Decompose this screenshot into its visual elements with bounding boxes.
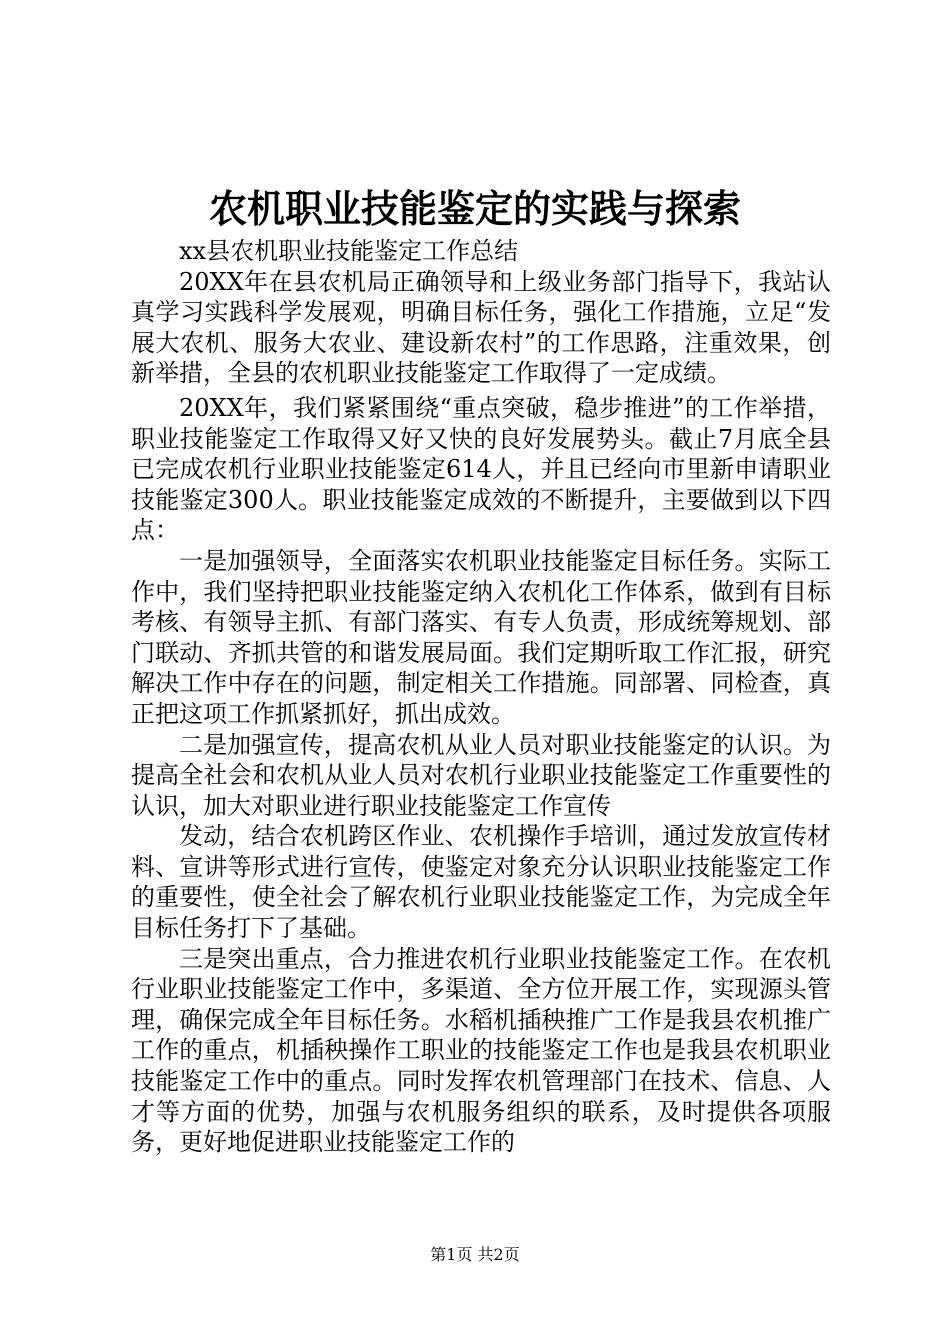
page-footer: 第1页 共2页 (430, 1245, 520, 1264)
body-paragraph-6: 三是突出重点，合力推进农机行业职业技能鉴定工作。在农机行业职业技能鉴定工作中，多渠道、全方位开展工作，实现源头管理，确保完成全年目标任务。水稻机插秧推广工作是我县农机推广工作的重点，机插秧操作工职业的技能鉴定工作也是我县农机职业技能鉴定工作中的重点。同时发挥农机管理部门在技术、信息、人才等方面的优势，加强与农机服务组织的联系，及时提供各项服务，更好地促进职业技能鉴定工作的 (131, 944, 831, 1157)
document-title: 农机职业技能鉴定的实践与探索 (208, 186, 741, 231)
body-paragraph-3: 一是加强领导，全面落实农机职业技能鉴定目标任务。实际工作中，我们坚持把职业技能鉴定纳入农机化工作体系，做到有目标考核、有领导主抓、有部门落实、有专人负责，形成统筹规划、部门联动、齐抓共管的和谐发展局面。我们定期听取工作汇报，研究解决工作中存在的问题，制定相关工作措施。同部署、同检查，真正把这项工作抓紧抓好，抓出成效。 (131, 546, 831, 728)
document-body (131, 236, 831, 1158)
body-paragraph-5: 发动，结合农机跨区作业、农机操作手培训，通过发放宣传材料、宣讲等形式进行宣传，使鉴定对象充分认识职业技能鉴定工作的重要性，使全社会了解农机行业职业技能鉴定工作，为完成全年目标任务打下了基础。 (131, 822, 831, 943)
body-paragraph-2: 20XX年，我们紧紧围绕“重点突破，稳步推进”的工作举措，职业技能鉴定工作取得又好又快的良好发展势头。截止7月底全县已完成农机行业职业技能鉴定614人，并且已经向市里新申请职业技能鉴定300人。职业技能鉴定成效的不断提升，主要做到以下四点： (131, 393, 831, 545)
body-paragraph-1: 20XX年在县农机局正确领导和上级业务部门指导下，我站认真学习实践科学发展观，明确目标任务，强化工作措施，立足“发展大农机、服务大农业、建设新农村”的工作思路，注重效果，创新举措，全县的农机职业技能鉴定工作取得了一定成绩。 (131, 267, 831, 388)
body-paragraph-4: 二是加强宣传，提高农机从业人员对职业技能鉴定的认识。为提高全社会和农机从业人员对农机行业职业技能鉴定工作重要性的认识，加大对职业进行职业技能鉴定工作宣传 (131, 730, 831, 820)
subtitle-paragraph: xx县农机职业技能鉴定工作总结 (179, 237, 519, 265)
